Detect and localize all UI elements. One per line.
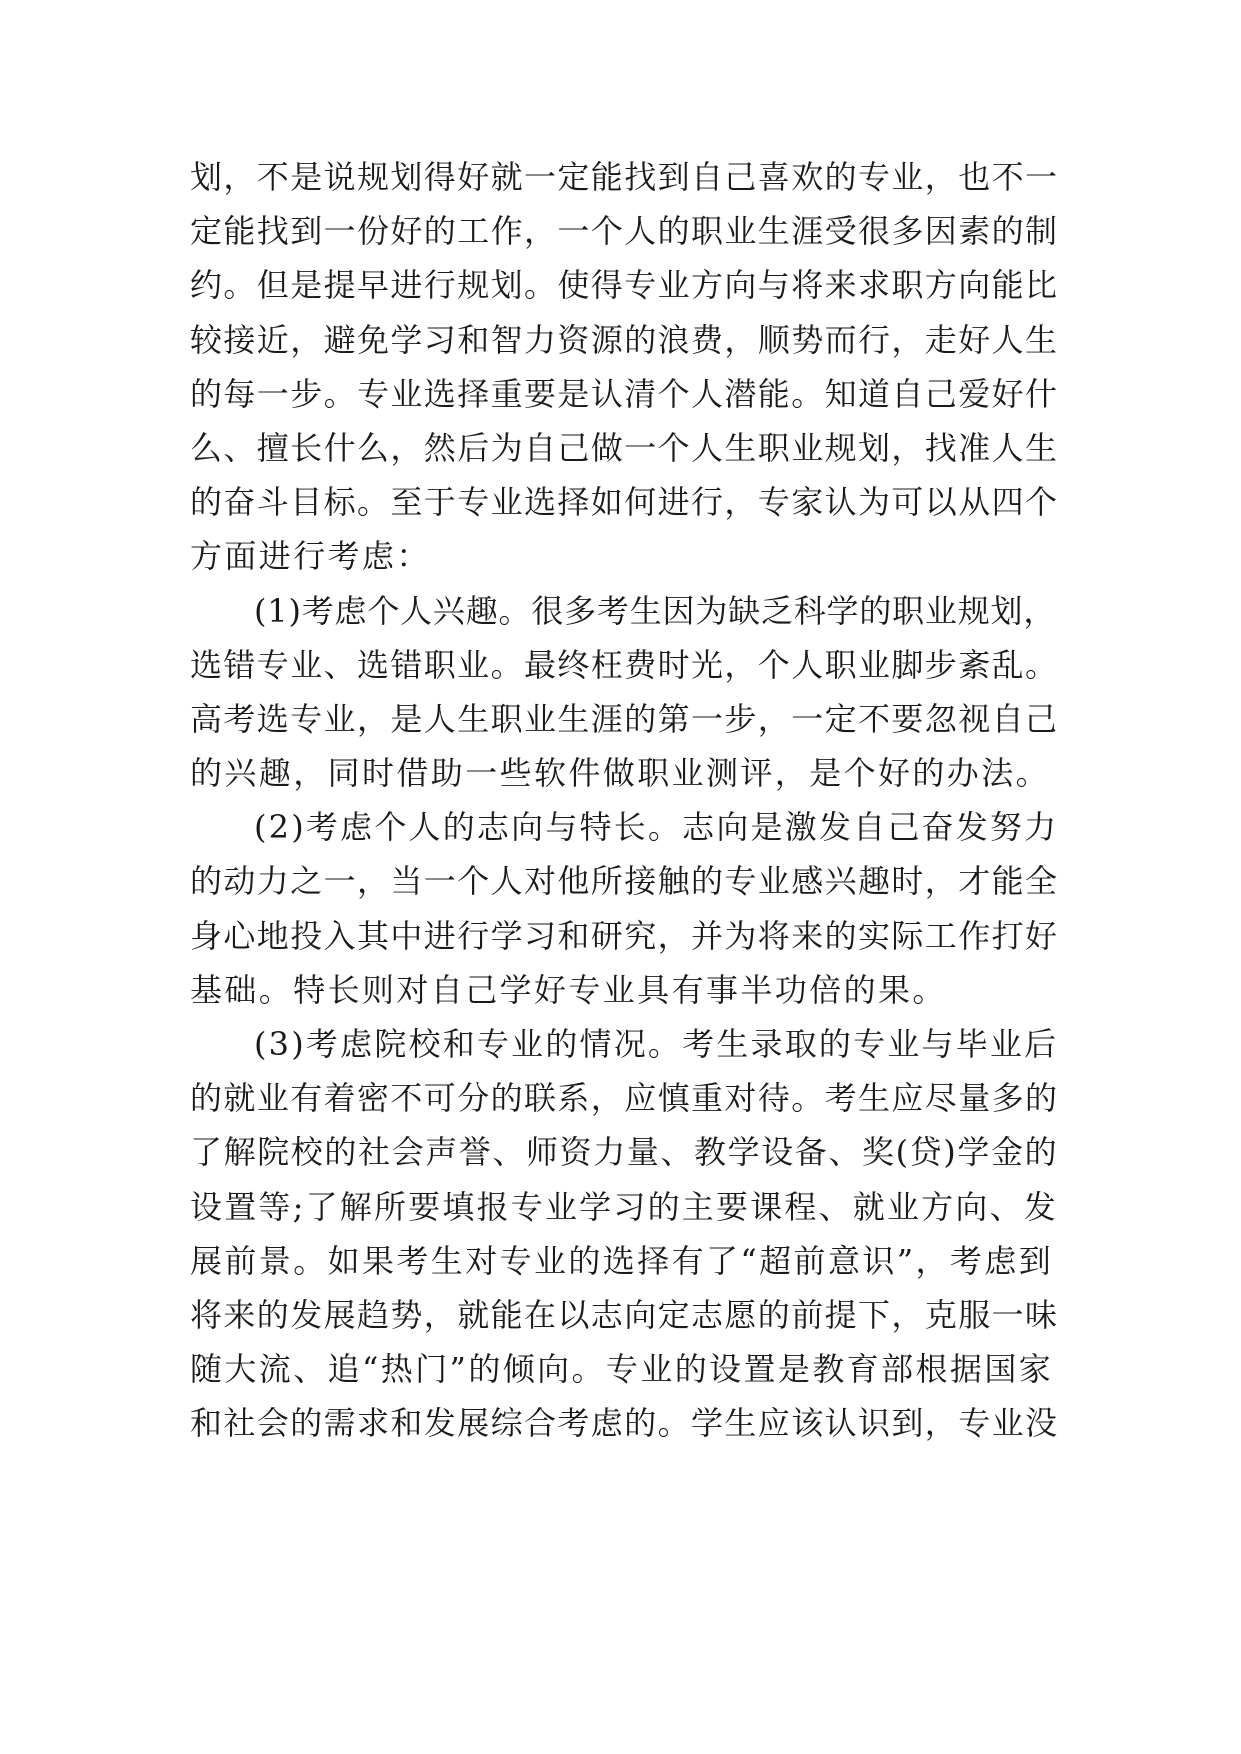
- text-line: 的兴趣，同时借助一些软件做职业测评，是个好的办法。: [190, 754, 1051, 793]
- text-line: 的动力之一，当一个人对他所接触的专业感兴趣时，才能全: [190, 862, 1059, 901]
- text-line: 将来的发展趋势，就能在以志向定志愿的前提下，克服一味: [190, 1295, 1059, 1334]
- text-line: 约。但是提早进行规划。使得专业方向与将来求职方向能比: [190, 266, 1059, 305]
- text-line: 设置等;了解所要填报专业学习的主要课程、就业方向、发: [190, 1187, 1058, 1226]
- text-line: 划，不是说规划得好就一定能找到自己喜欢的专业，也不一: [190, 158, 1059, 196]
- text-line: 基础。特长则对自己学好专业具有事半功倍的果。: [190, 970, 947, 1009]
- text-line: 随大流、追“热门”的倾向。专业的设置是教育部根据国家: [190, 1350, 1054, 1389]
- text-line: (2)考虑个人的志向与特长。志向是激发自己奋发努力: [254, 808, 1059, 847]
- text-line: 方面进行考虑：: [190, 537, 431, 576]
- text-line: 的每一步。专业选择重要是认清个人潜能。知道自己爱好什: [190, 374, 1059, 413]
- text-line: (3)考虑院校和专业的情况。考生录取的专业与毕业后: [254, 1025, 1059, 1063]
- text-line: 较接近，避免学习和智力资源的浪费，顺势而行，走好人生: [190, 320, 1059, 359]
- text-line: 的就业有着密不可分的联系，应慎重对待。考生应尽量多的: [190, 1079, 1059, 1118]
- text-line: 展前景。如果考生对专业的选择有了“超前意识”，考虑到: [190, 1241, 1054, 1280]
- text-line: 选错专业、选错职业。最终枉费时光，个人职业脚步紊乱。: [190, 645, 1059, 684]
- text-line: 和社会的需求和发展综合考虑的。学生应该认识到，专业没: [190, 1404, 1059, 1443]
- text-line: 高考选专业，是人生职业生涯的第一步，一定不要忽视自己: [190, 699, 1059, 738]
- text-line: 么、擅长什么，然后为自己做一个人生职业规划，找准人生: [190, 428, 1059, 467]
- text-line: 身心地投入其中进行学习和研究，并为将来的实际工作打好: [190, 916, 1059, 955]
- body-text: [190, 150, 1060, 1451]
- text-line: (1)考虑个人兴趣。很多考生因为缺乏科学的职业规划，: [254, 591, 1057, 630]
- text-line: 了解院校的社会声誉、师资力量、教学设备、奖(贷)学金的: [190, 1133, 1059, 1172]
- text-line: 定能找到一份好的工作，一个人的职业生涯受很多因素的制: [190, 212, 1059, 251]
- text-line: 的奋斗目标。至于专业选择如何进行，专家认为可以从四个: [190, 483, 1059, 522]
